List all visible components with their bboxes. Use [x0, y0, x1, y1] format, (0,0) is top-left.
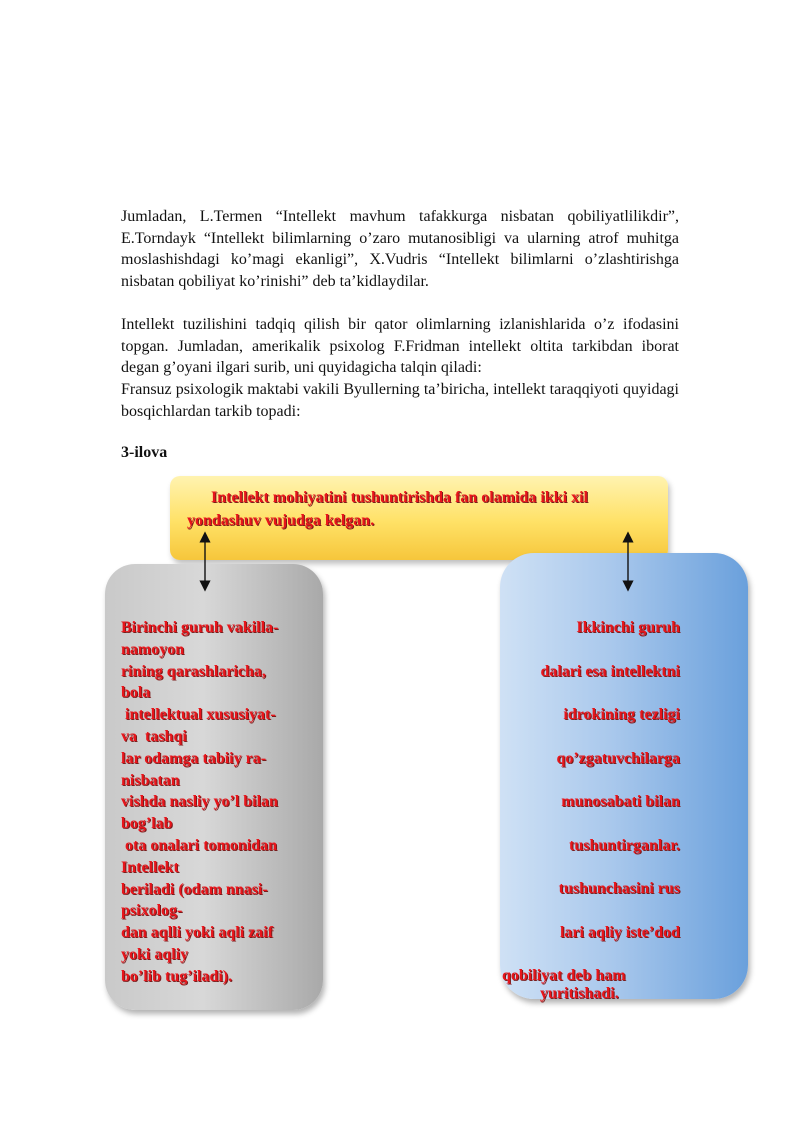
right-line: dalari esa intellektni [540, 662, 680, 680]
left-line: dan aqlli yoki aqli zaif [121, 924, 274, 942]
left-line: beriladi (odam nnasi- [121, 880, 268, 898]
paragraph-structure: Intellekt tuzilishini tadqiq qilish bir qator olimlarning izlanishlarida o’z ifodasini topgan. Jumladan, amerikalik psixolog F.Fridman intellekt oltita tarkibdan iborat degan g’oyani ilgari surib, uni quyidagicha talqin qiladi: [121, 316, 679, 376]
top-concept-text: Intellekt mohiyatini tushuntirishda fan olamida ikki xil yondashuv vujudga kelgan. [187, 489, 588, 529]
left-line: ota onalari tomonidan [121, 836, 278, 854]
left-line: intellektual xususiyat- [121, 706, 276, 724]
right-line: tushunchasini rus [558, 880, 680, 897]
right-line: Ikkinchi guruh [576, 619, 680, 636]
left-line: Birinchi guruh vakilla- [121, 619, 279, 636]
left-line: va tashqi [121, 727, 187, 745]
left-line: rining qarashlaricha, [121, 662, 266, 680]
paragraph-stages: Fransuz psixologik maktabi vakili Byullerning ta’biricha, intellekt taraqqiyoti quyidagi bosqichlardan tarkib topadi: [121, 381, 679, 420]
right-line: yuritishadi. [540, 984, 619, 1002]
left-line: lar odamga tabiiy ra- [121, 749, 267, 767]
right-line: idrokining tezligi [563, 706, 680, 723]
left-line: bo’lib tug’iladi). [121, 967, 233, 985]
left-line: bog’lab [121, 815, 173, 833]
left-line: namoyon [121, 640, 185, 658]
left-line: bola [121, 684, 151, 702]
left-line: yoki aqliy [121, 945, 189, 963]
left-line: Intellekt [121, 858, 179, 876]
right-line: munosabati bilan [561, 793, 680, 810]
right-line: lari aqliy iste’dod [559, 923, 680, 941]
appendix-label: 3-ilova [121, 444, 168, 461]
paragraph-definitions: Jumladan, L.Termen “Intellekt mavhum tafakkurga nisbatan qobiliyatlilikdir”, E.Torndayk “Intellekt bilimlarning o’zaro mutanosibligi va ularning atrof muhitga moslashishdagi ko’magi ekanligi”, X.Vudris “Intellekt bilimlarni o’zlashtirishga nisbatan qobiliyat ko’rinishi” deb ta’kidlaydilar. [121, 208, 679, 290]
left-approach-text [121, 617, 321, 988]
right-line: tushuntirganlar. [569, 836, 680, 854]
left-line: nisbatan [121, 771, 180, 789]
left-line: psixolog- [121, 902, 183, 920]
right-approach-text [500, 617, 680, 1005]
right-line: qobiliyat deb ham [502, 967, 626, 984]
right-line: qo’zgatuvchilarga [556, 749, 680, 767]
left-line: vishda nasliy yo’l bilan [121, 793, 278, 811]
